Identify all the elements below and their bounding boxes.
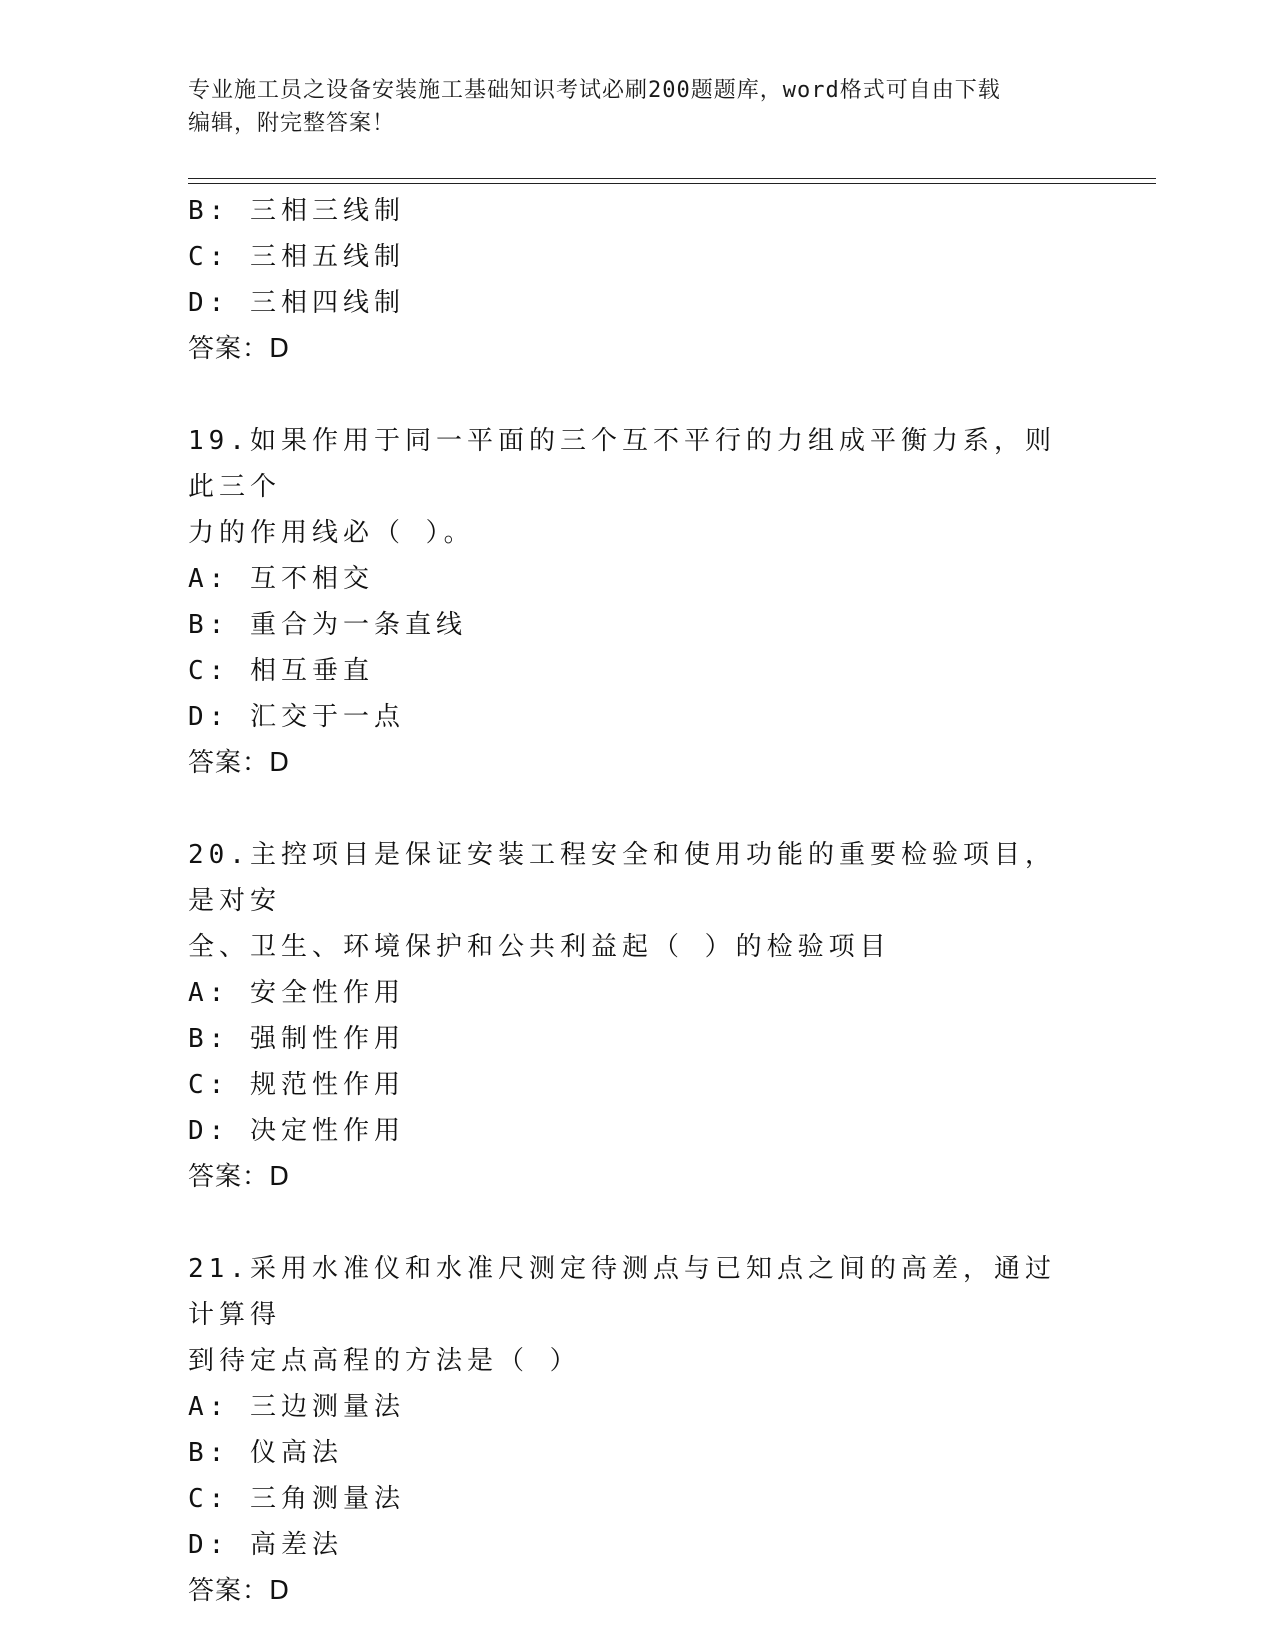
option-c: C: 三相五线制 bbox=[188, 242, 405, 272]
document-header bbox=[188, 74, 1068, 140]
option-a: A: 安全性作用 bbox=[188, 978, 405, 1008]
question-19 bbox=[188, 418, 1088, 786]
option-c: C: 规范性作用 bbox=[188, 1070, 405, 1100]
question-stem bbox=[188, 418, 1068, 556]
option-b: B: 强制性作用 bbox=[188, 1024, 405, 1054]
answer-line: 答案：D bbox=[188, 1576, 291, 1606]
question-spacer bbox=[188, 1200, 1088, 1246]
question-spacer bbox=[188, 372, 1088, 418]
option-a: A: 三边测量法 bbox=[188, 1392, 405, 1422]
option-b: B: 重合为一条直线 bbox=[188, 610, 467, 640]
question-18-tail bbox=[188, 188, 1088, 372]
question-21 bbox=[188, 1246, 1088, 1614]
question-stem-line-2: 到待定点高程的方法是（ ） bbox=[188, 1346, 581, 1376]
question-stem bbox=[188, 832, 1068, 970]
question-stem bbox=[188, 1246, 1068, 1384]
header-line-1: 专业施工员之设备安装施工基础知识考试必刷200题题库，word格式可自由下载 bbox=[188, 78, 1001, 103]
header-line-2: 编辑，附完整答案！ bbox=[188, 111, 396, 136]
option-d: D: 高差法 bbox=[188, 1530, 343, 1560]
option-b: B: 三相三线制 bbox=[188, 196, 405, 226]
option-d: D: 三相四线制 bbox=[188, 288, 405, 318]
question-spacer bbox=[188, 786, 1088, 832]
answer-line: 答案：D bbox=[188, 748, 291, 778]
header-divider-bottom bbox=[188, 183, 1156, 184]
option-d: D: 决定性作用 bbox=[188, 1116, 405, 1146]
question-stem-line-1: 21.采用水准仪和水准尺测定待测点与已知点之间的高差，通过计算得 bbox=[188, 1254, 1056, 1330]
question-content bbox=[188, 188, 1088, 1614]
header-divider-top bbox=[188, 178, 1156, 179]
option-a: A: 互不相交 bbox=[188, 564, 374, 594]
option-d: D: 汇交于一点 bbox=[188, 702, 405, 732]
question-stem-line-2: 全、卫生、环境保护和公共利益起（ ）的检验项目 bbox=[188, 932, 891, 962]
option-c: C: 相互垂直 bbox=[188, 656, 374, 686]
answer-line: 答案：D bbox=[188, 334, 291, 364]
option-b: B: 仪高法 bbox=[188, 1438, 343, 1468]
option-c: C: 三角测量法 bbox=[188, 1484, 405, 1514]
question-stem-line-2: 力的作用线必（ ）。 bbox=[188, 518, 475, 548]
question-stem-line-1: 19.如果作用于同一平面的三个互不平行的力组成平衡力系，则此三个 bbox=[188, 426, 1056, 502]
question-20 bbox=[188, 832, 1088, 1200]
answer-line: 答案：D bbox=[188, 1162, 291, 1192]
question-stem-line-1: 20.主控项目是保证安装工程安全和使用功能的重要检验项目，是对安 bbox=[188, 840, 1056, 916]
